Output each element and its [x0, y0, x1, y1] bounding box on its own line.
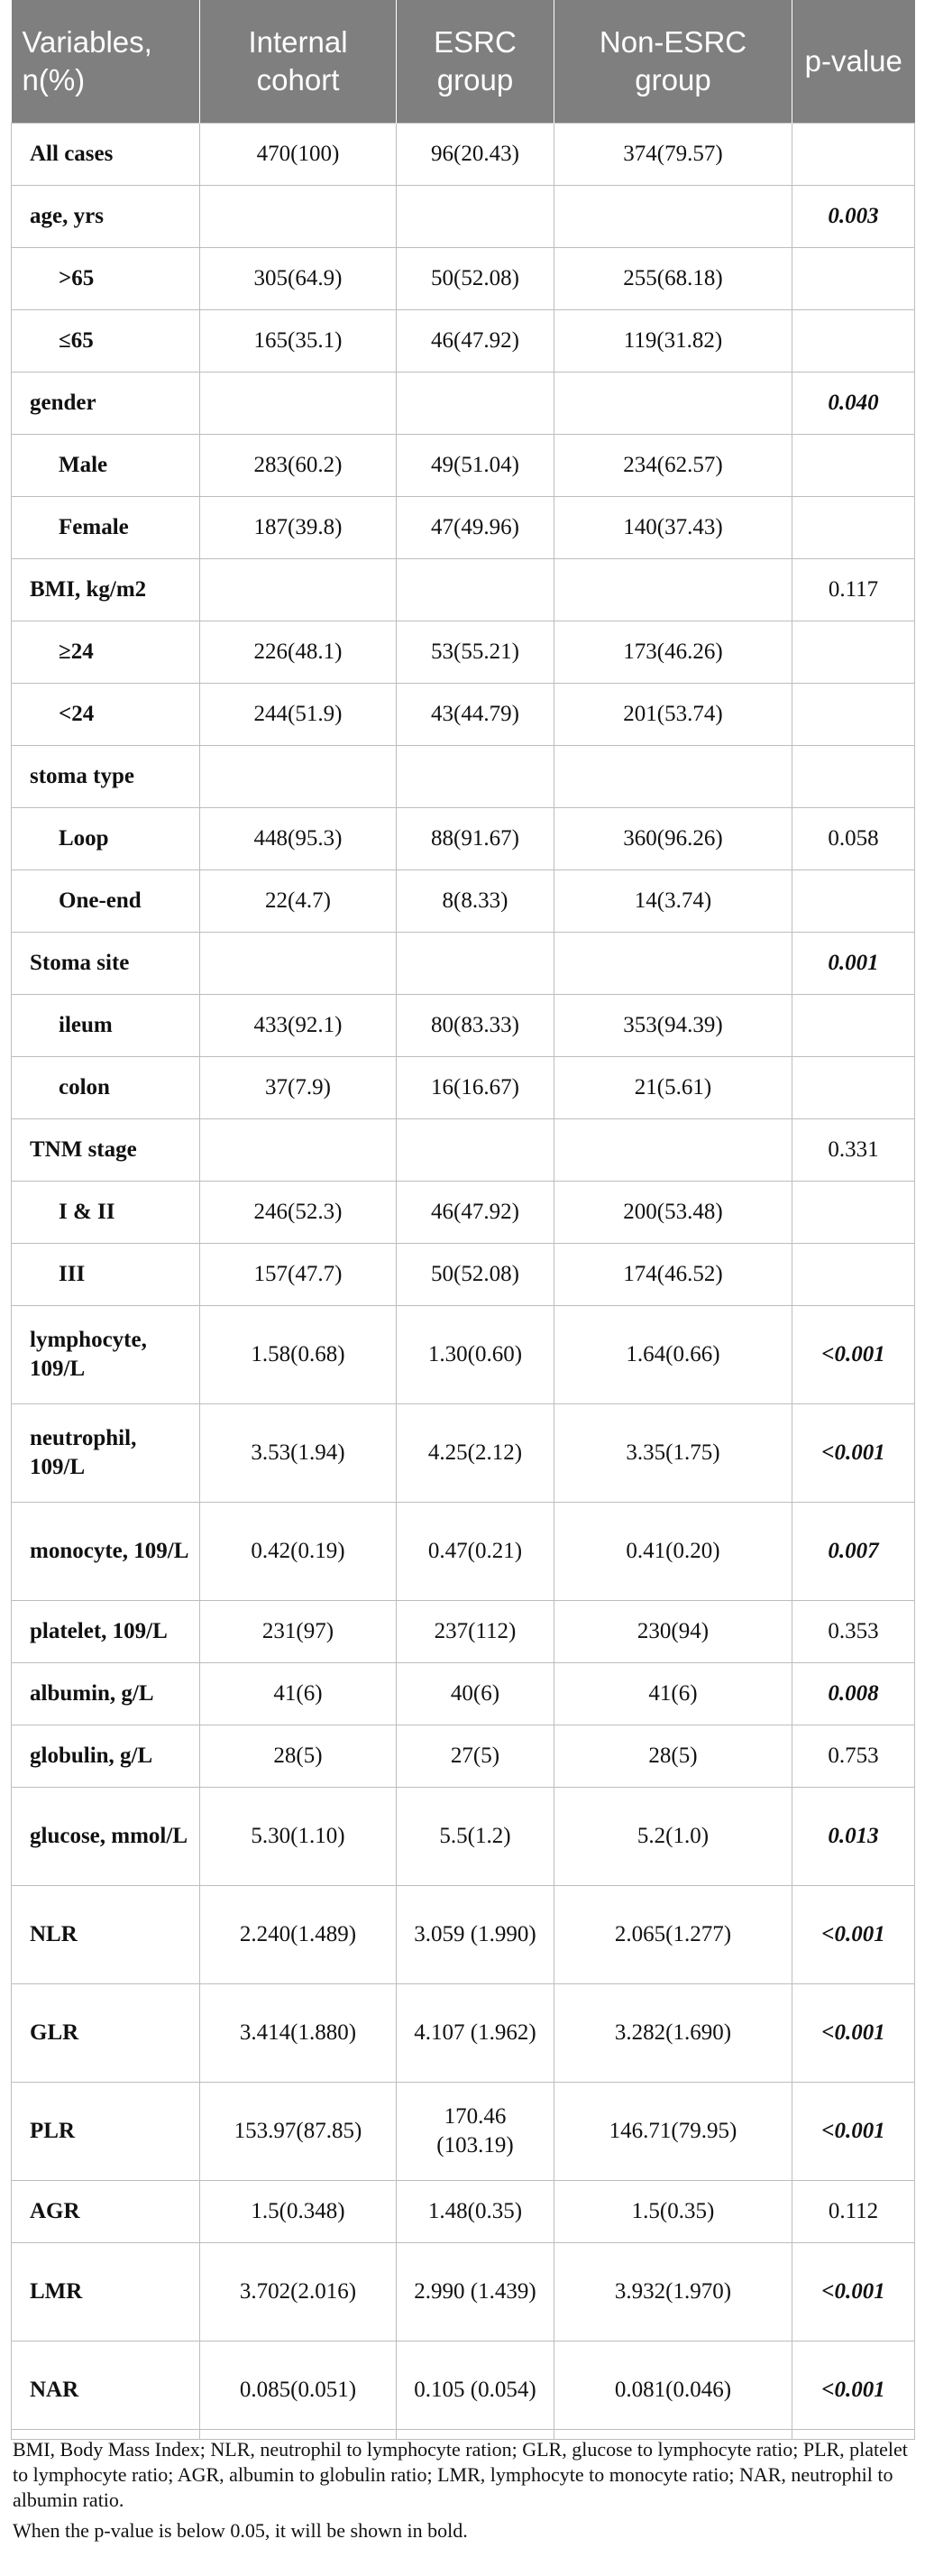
- non-esrc-group-cell: 374(79.57): [554, 124, 792, 186]
- table-row: [12, 2083, 915, 2181]
- esrc-group-cell: 43(44.79): [397, 684, 554, 746]
- abbreviations-note: BMI, Body Mass Index; NLR, neutrophil to lymphocyte ration; GLR, glucose to lymphocyte ratio; PLR, platelet to lymphocyte ratio; AGR, albumin to globulin ratio; LMR, lymphocyte to monocyte ratio; NAR, neutrophil to albumin ratio.: [11, 2429, 914, 2513]
- table-body: [12, 124, 915, 2440]
- variable-cell: Stoma site: [12, 933, 200, 995]
- non-esrc-group-cell: [554, 746, 792, 808]
- esrc-group-cell: 50(52.08): [397, 1244, 554, 1306]
- internal-cohort-cell: 5.30(1.10): [200, 1788, 397, 1886]
- variable-cell: Female: [12, 497, 200, 559]
- table-row: [12, 1788, 915, 1886]
- variable-cell: PLR: [12, 2083, 200, 2181]
- variable-cell: platelet, 109/L: [12, 1601, 200, 1663]
- table-row: [12, 621, 915, 684]
- internal-cohort-cell: 153.97(87.85): [200, 2083, 397, 2181]
- non-esrc-group-cell: 230(94): [554, 1601, 792, 1663]
- table-row: [12, 186, 915, 248]
- p-value-cell: [792, 248, 915, 310]
- table-row: [12, 1057, 915, 1119]
- table-row: [12, 124, 915, 186]
- variable-cell: lymphocyte, 109/L: [12, 1306, 200, 1404]
- p-value-cell: 0.007: [792, 1503, 915, 1601]
- esrc-group-cell: 5.5(1.2): [397, 1788, 554, 1886]
- p-value-cell: 0.058: [792, 808, 915, 870]
- internal-cohort-cell: 0.42(0.19): [200, 1503, 397, 1601]
- esrc-group-cell: 80(83.33): [397, 995, 554, 1057]
- table-row: [12, 373, 915, 435]
- variable-cell: glucose, mmol/L: [12, 1788, 200, 1886]
- esrc-group-cell: 40(6): [397, 1663, 554, 1725]
- p-value-cell: <0.001: [792, 1984, 915, 2083]
- internal-cohort-cell: 28(5): [200, 1725, 397, 1788]
- internal-cohort-cell: [200, 373, 397, 435]
- esrc-group-cell: 0.47(0.21): [397, 1503, 554, 1601]
- table-row: [12, 1886, 915, 1984]
- esrc-group-cell: 170.46 (103.19): [397, 2083, 554, 2181]
- variable-cell: NLR: [12, 1886, 200, 1984]
- non-esrc-group-cell: 201(53.74): [554, 684, 792, 746]
- non-esrc-group-cell: 0.41(0.20): [554, 1503, 792, 1601]
- non-esrc-group-cell: 255(68.18): [554, 248, 792, 310]
- p-value-cell: [792, 497, 915, 559]
- table-row: [12, 2341, 915, 2440]
- non-esrc-group-cell: 234(62.57): [554, 435, 792, 497]
- non-esrc-group-cell: 174(46.52): [554, 1244, 792, 1306]
- p-value-cell: [792, 1244, 915, 1306]
- esrc-group-cell: 53(55.21): [397, 621, 554, 684]
- esrc-group-cell: 46(47.92): [397, 1182, 554, 1244]
- internal-cohort-cell: 433(92.1): [200, 995, 397, 1057]
- p-value-cell: 0.117: [792, 559, 915, 621]
- variable-cell: stoma type: [12, 746, 200, 808]
- non-esrc-group-cell: [554, 933, 792, 995]
- p-value-cell: <0.001: [792, 2083, 915, 2181]
- p-value-cell: [792, 684, 915, 746]
- baseline-characteristics-table-container: [11, 0, 914, 2440]
- internal-cohort-cell: 2.240(1.489): [200, 1886, 397, 1984]
- non-esrc-group-cell: 353(94.39): [554, 995, 792, 1057]
- variable-cell: age, yrs: [12, 186, 200, 248]
- variable-cell: Loop: [12, 808, 200, 870]
- non-esrc-group-cell: 28(5): [554, 1725, 792, 1788]
- internal-cohort-cell: [200, 186, 397, 248]
- non-esrc-group-cell: 173(46.26): [554, 621, 792, 684]
- internal-cohort-cell: [200, 746, 397, 808]
- esrc-group-cell: 237(112): [397, 1601, 554, 1663]
- esrc-group-cell: 4.107 (1.962): [397, 1984, 554, 2083]
- internal-cohort-cell: 231(97): [200, 1601, 397, 1663]
- table-row: [12, 1306, 915, 1404]
- p-value-cell: [792, 870, 915, 933]
- p-value-cell: [792, 995, 915, 1057]
- internal-cohort-cell: 1.5(0.348): [200, 2181, 397, 2243]
- non-esrc-group-cell: 360(96.26): [554, 808, 792, 870]
- esrc-group-cell: [397, 1119, 554, 1182]
- table-row: [12, 933, 915, 995]
- esrc-group-cell: [397, 373, 554, 435]
- table-row: [12, 746, 915, 808]
- table-row: [12, 1119, 915, 1182]
- internal-cohort-cell: 448(95.3): [200, 808, 397, 870]
- p-value-cell: [792, 435, 915, 497]
- bold-rule-note: When the p-value is below 0.05, it will be shown in bold.: [13, 2519, 468, 2542]
- p-value-cell: <0.001: [792, 2341, 915, 2440]
- internal-cohort-cell: 3.414(1.880): [200, 1984, 397, 2083]
- esrc-group-cell: [397, 933, 554, 995]
- p-value-cell: 0.112: [792, 2181, 915, 2243]
- esrc-group-cell: 47(49.96): [397, 497, 554, 559]
- p-value-cell: 0.331: [792, 1119, 915, 1182]
- internal-cohort-cell: 470(100): [200, 124, 397, 186]
- esrc-group-cell: 2.990 (1.439): [397, 2243, 554, 2341]
- internal-cohort-cell: 226(48.1): [200, 621, 397, 684]
- esrc-group-cell: 96(20.43): [397, 124, 554, 186]
- table-row: [12, 435, 915, 497]
- variable-cell: albumin, g/L: [12, 1663, 200, 1725]
- table-row: [12, 310, 915, 373]
- variable-cell: gender: [12, 373, 200, 435]
- esrc-group-cell: 3.059 (1.990): [397, 1886, 554, 1984]
- variable-cell: NAR: [12, 2341, 200, 2440]
- internal-cohort-cell: 244(51.9): [200, 684, 397, 746]
- p-value-cell: [792, 310, 915, 373]
- esrc-group-cell: 4.25(2.12): [397, 1404, 554, 1503]
- internal-cohort-cell: 1.58(0.68): [200, 1306, 397, 1404]
- esrc-group-cell: 16(16.67): [397, 1057, 554, 1119]
- internal-cohort-cell: [200, 559, 397, 621]
- table-row: [12, 1984, 915, 2083]
- table-row: [12, 1404, 915, 1503]
- table-row: [12, 497, 915, 559]
- header-non-esrc-group: Non-ESRC group: [554, 0, 792, 124]
- non-esrc-group-cell: 21(5.61): [554, 1057, 792, 1119]
- non-esrc-group-cell: 3.282(1.690): [554, 1984, 792, 2083]
- p-value-cell: [792, 1057, 915, 1119]
- p-value-cell: <0.001: [792, 2243, 915, 2341]
- internal-cohort-cell: 305(64.9): [200, 248, 397, 310]
- non-esrc-group-cell: [554, 559, 792, 621]
- header-internal-cohort: Internal cohort: [200, 0, 397, 124]
- header-variables: Variables, n(%): [12, 0, 200, 124]
- esrc-group-cell: 1.48(0.35): [397, 2181, 554, 2243]
- internal-cohort-cell: 22(4.7): [200, 870, 397, 933]
- non-esrc-group-cell: 5.2(1.0): [554, 1788, 792, 1886]
- internal-cohort-cell: 283(60.2): [200, 435, 397, 497]
- variable-cell: Male: [12, 435, 200, 497]
- table-header: [12, 0, 915, 124]
- variable-cell: GLR: [12, 1984, 200, 2083]
- table-footnotes: [11, 2429, 914, 2544]
- p-value-cell: [792, 621, 915, 684]
- non-esrc-group-cell: [554, 1119, 792, 1182]
- non-esrc-group-cell: 140(37.43): [554, 497, 792, 559]
- table-row: [12, 1244, 915, 1306]
- variable-cell: ileum: [12, 995, 200, 1057]
- header-row: [12, 0, 915, 124]
- esrc-group-cell: 8(8.33): [397, 870, 554, 933]
- non-esrc-group-cell: 0.081(0.046): [554, 2341, 792, 2440]
- esrc-group-cell: 46(47.92): [397, 310, 554, 373]
- variable-cell: AGR: [12, 2181, 200, 2243]
- p-value-cell: <0.001: [792, 1404, 915, 1503]
- esrc-group-cell: 49(51.04): [397, 435, 554, 497]
- variable-cell: monocyte, 109/L: [12, 1503, 200, 1601]
- non-esrc-group-cell: 200(53.48): [554, 1182, 792, 1244]
- internal-cohort-cell: [200, 1119, 397, 1182]
- variable-cell: One-end: [12, 870, 200, 933]
- variable-cell: LMR: [12, 2243, 200, 2341]
- p-value-cell: [792, 746, 915, 808]
- internal-cohort-cell: 157(47.7): [200, 1244, 397, 1306]
- internal-cohort-cell: [200, 933, 397, 995]
- variable-cell: All cases: [12, 124, 200, 186]
- header-esrc-group: ESRC group: [397, 0, 554, 124]
- variable-cell: I & II: [12, 1182, 200, 1244]
- variable-cell: globulin, g/L: [12, 1725, 200, 1788]
- variable-cell: ≥24: [12, 621, 200, 684]
- internal-cohort-cell: 246(52.3): [200, 1182, 397, 1244]
- esrc-group-cell: 1.30(0.60): [397, 1306, 554, 1404]
- internal-cohort-cell: 37(7.9): [200, 1057, 397, 1119]
- p-value-cell: 0.040: [792, 373, 915, 435]
- p-value-cell: 0.008: [792, 1663, 915, 1725]
- esrc-group-cell: 50(52.08): [397, 248, 554, 310]
- esrc-group-cell: 27(5): [397, 1725, 554, 1788]
- table-row: [12, 2181, 915, 2243]
- table-row: [12, 1725, 915, 1788]
- esrc-group-cell: [397, 746, 554, 808]
- table-row: [12, 684, 915, 746]
- non-esrc-group-cell: 2.065(1.277): [554, 1886, 792, 1984]
- p-value-cell: 0.353: [792, 1601, 915, 1663]
- table-row: [12, 1182, 915, 1244]
- baseline-characteristics-table: [11, 0, 915, 2440]
- esrc-group-cell: 0.105 (0.054): [397, 2341, 554, 2440]
- table-row: [12, 995, 915, 1057]
- variable-cell: ≤65: [12, 310, 200, 373]
- esrc-group-cell: [397, 559, 554, 621]
- p-value-cell: <0.001: [792, 1306, 915, 1404]
- variable-cell: neutrophil, 109/L: [12, 1404, 200, 1503]
- non-esrc-group-cell: 1.5(0.35): [554, 2181, 792, 2243]
- p-value-cell: 0.753: [792, 1725, 915, 1788]
- esrc-group-cell: 88(91.67): [397, 808, 554, 870]
- table-row: [12, 1503, 915, 1601]
- non-esrc-group-cell: 1.64(0.66): [554, 1306, 792, 1404]
- internal-cohort-cell: 3.702(2.016): [200, 2243, 397, 2341]
- p-value-cell: [792, 124, 915, 186]
- table-row: [12, 1601, 915, 1663]
- table-row: [12, 808, 915, 870]
- p-value-cell: [792, 1182, 915, 1244]
- variable-cell: TNM stage: [12, 1119, 200, 1182]
- header-p-value: p-value: [792, 0, 915, 124]
- variable-cell: BMI, kg/m2: [12, 559, 200, 621]
- internal-cohort-cell: 165(35.1): [200, 310, 397, 373]
- table-row: [12, 1663, 915, 1725]
- non-esrc-group-cell: 146.71(79.95): [554, 2083, 792, 2181]
- internal-cohort-cell: 3.53(1.94): [200, 1404, 397, 1503]
- table-row: [12, 559, 915, 621]
- variable-cell: <24: [12, 684, 200, 746]
- table-row: [12, 2243, 915, 2341]
- non-esrc-group-cell: 14(3.74): [554, 870, 792, 933]
- table-row: [12, 870, 915, 933]
- internal-cohort-cell: 41(6): [200, 1663, 397, 1725]
- non-esrc-group-cell: 3.932(1.970): [554, 2243, 792, 2341]
- esrc-group-cell: [397, 186, 554, 248]
- p-value-cell: <0.001: [792, 1886, 915, 1984]
- variable-cell: III: [12, 1244, 200, 1306]
- variable-cell: >65: [12, 248, 200, 310]
- internal-cohort-cell: 0.085(0.051): [200, 2341, 397, 2440]
- non-esrc-group-cell: 41(6): [554, 1663, 792, 1725]
- internal-cohort-cell: 187(39.8): [200, 497, 397, 559]
- variable-cell: colon: [12, 1057, 200, 1119]
- non-esrc-group-cell: 3.35(1.75): [554, 1404, 792, 1503]
- non-esrc-group-cell: [554, 186, 792, 248]
- p-value-cell: 0.013: [792, 1788, 915, 1886]
- p-value-cell: 0.001: [792, 933, 915, 995]
- table-row: [12, 248, 915, 310]
- p-value-cell: 0.003: [792, 186, 915, 248]
- non-esrc-group-cell: 119(31.82): [554, 310, 792, 373]
- non-esrc-group-cell: [554, 373, 792, 435]
